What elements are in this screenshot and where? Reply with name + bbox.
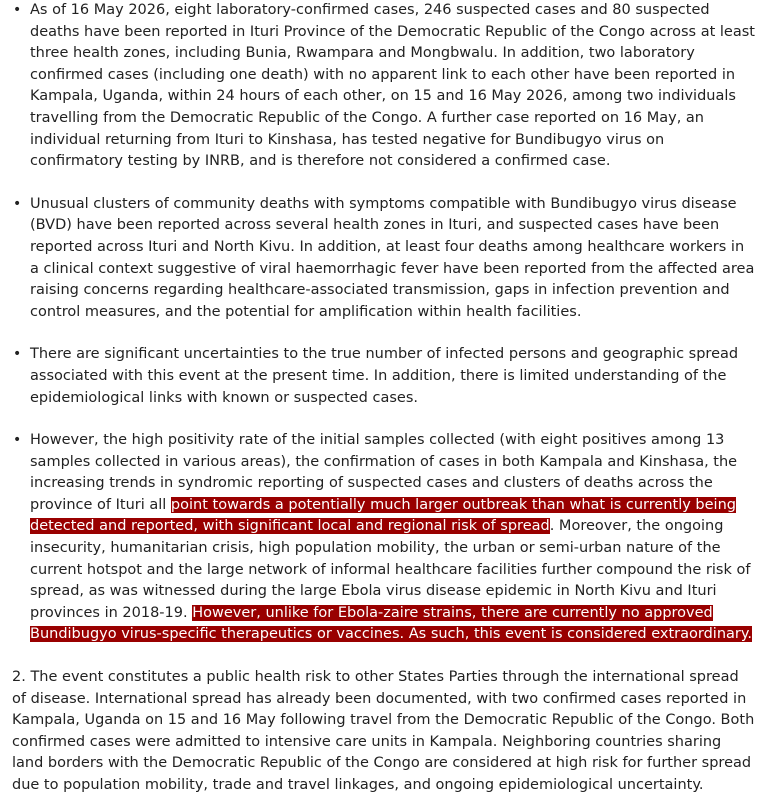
bullet-text: However, the high positivity rate of the initial samples collected (with eight positives among 13 samples collected in various areas), the confirmation of cases in both Kampala and Kinshasa, the increasing trends in syndromic reporting of suspected cases and clusters of deaths across the province of Ituri all: [30, 432, 738, 513]
bullet-item-community-deaths: [0, 194, 769, 324]
bullet-item-risk-assessment: [0, 430, 769, 646]
numbered-paragraph: 2. The event constitutes a public health risk to other States Parties through the international spread of disease. International spread has already been documented, with two confirmed cases reported in Kampala, Uganda on 15 and 16 May following travel from the Democratic Republic of the Congo. Both confirmed cases were admitted to intensive care units in Kampala. Neighboring countries sharing land borders with the Democratic Republic of the Congo are considered at high risk for further spread due to population mobility, trade and travel linkages, and ongoing epidemiological uncertainty.: [12, 669, 755, 793]
bullet-item-uncertainties: [0, 344, 769, 409]
bullet-text: As of 16 May 2026, eight laboratory-confirmed cases, 246 suspected cases and 80 suspected deaths have been reported in Ituri Province of the Democratic Republic of the Congo across at least three health zones, including Bunia, Rwampara and Mongbwalu. In addition, two laboratory confirmed cases (including one death) with no apparent link to each other have been reported in Kampala, Uganda, within 24 hours of each other, on 15 and 16 May 2026, among two individuals travelling from the Democratic Republic of the Congo. A further case reported on 16 May, an individual returning from Ituri to Kinshasa, has tested negative for Bundibugyo virus on confirmatory testing by INRB, and is therefore not considered a confirmed case.: [30, 2, 755, 170]
bullet-item-case-counts: [0, 0, 769, 173]
bullet-marker: •: [13, 346, 22, 363]
bullet-text: . Moreover, the ongoing insecurity, humanitarian crisis, high population mobility, the urban or semi-urban nature of the current hotspot and the large network of informal healthcare facilities further compound the risk of spread, as was witnessed during the large Ebola virus disease epidemic in North Kivu and Ituri provinces in 2018-19.: [30, 518, 751, 621]
bullet-marker: •: [13, 432, 22, 449]
highlighted-text: point towards a potentially much larger outbreak than what is currently being detected and reported, with significant local and regional risk of spread: [30, 496, 736, 535]
highlighted-text: However, unlike for Ebola-zaire strains, there are currently no approved Bundibugyo virus-specific therapeutics or vaccines. As such, this event is considered extraordinary.: [30, 604, 752, 643]
bullet-marker: •: [13, 195, 22, 212]
bullet-text: There are significant uncertainties to the true number of infected persons and geographic spread associated with this event at the present time. In addition, there is limited understanding of the epidemiological links with known or suspected cases.: [30, 346, 739, 406]
bullet-marker: •: [13, 2, 22, 18]
bullet-text: Unusual clusters of community deaths with symptoms compatible with Bundibugyo virus disease (BVD) have been reported across several health zones in Ituri, and suspected cases have been reported across Ituri and North Kivu. In addition, at least four deaths among healthcare workers in a clinical context suggestive of viral haemorrhagic fever have been reported from the affected area raising concerns regarding healthcare-associated transmission, gaps in infection prevention and control measures, and the potential for amplification within health facilities.: [30, 195, 755, 320]
